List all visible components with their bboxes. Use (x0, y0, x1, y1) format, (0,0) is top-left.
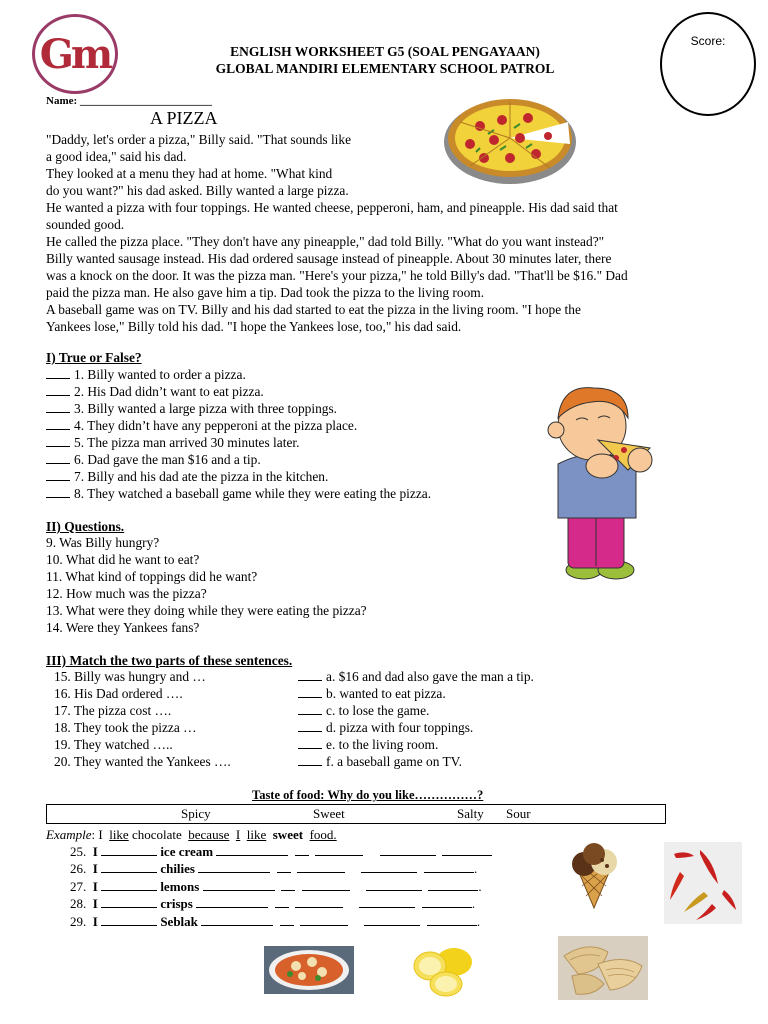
story-text (46, 131, 726, 335)
worksheet-title: ENGLISH WORKSHEET G5 (SOAL PENGAYAAN) (230, 44, 540, 59)
story-line: "Daddy, let's order a pizza," Billy said. "That sounds like (46, 132, 352, 147)
questions-list (46, 534, 367, 636)
section-questions-title: II) Questions. (46, 519, 125, 534)
story-line: He called the pizza place. "They don't have any pineapple," dad told Billy. "What do you want instead?" (46, 234, 605, 249)
story-line: a good idea," said his dad. (46, 149, 187, 164)
story-line: do you want?" his dad asked. Billy wanted a large pizza. (46, 183, 349, 198)
story-line: sounded good. (46, 217, 125, 232)
story-line: paid the pizza man. He also gave him a tip. Dad took the pizza to the living room. (46, 285, 485, 300)
taste-question-row[interactable]: 27. I lemons . (70, 879, 482, 894)
question-item: 10. What did he want to eat? (46, 552, 200, 567)
true-false-item[interactable]: 3. Billy wanted a large pizza with three toppings. (46, 400, 431, 417)
taste-option-sweet: Sweet (313, 806, 345, 821)
story-line: He wanted a pizza with four toppings. He wanted cheese, pepperoni, ham, and pineapple. His dad said that (46, 200, 618, 215)
story-line: A baseball game was on TV. Billy and his dad started to eat the pizza in the living room. "I hope the (46, 302, 581, 317)
match-left-item: 20. They wanted the Yankees …. (54, 754, 231, 769)
ice-cream-image (562, 840, 626, 910)
match-left-item: 17. The pizza cost …. (54, 703, 172, 718)
taste-example: Example: I like chocolate because I like sweet food. (46, 827, 337, 842)
taste-title: Taste of food: Why do you like……………? (252, 788, 484, 802)
taste-question-row[interactable]: 29. I Seblak . (70, 914, 481, 929)
story-line: Yankees lose," Billy told his dad. "I hope the Yankees lose, too," his dad said. (46, 319, 462, 334)
school-logo: Gm (32, 14, 118, 94)
school-name: GLOBAL MANDIRI ELEMENTARY SCHOOL PATROL (215, 61, 555, 76)
true-false-item[interactable]: 1. Billy wanted to order a pizza. (46, 366, 431, 383)
story-line: was a knock on the door. It was the pizza man. "Here's your pizza," he told Billy's dad. "That'll be $16." Dad (46, 268, 628, 283)
taste-options-box (46, 804, 666, 824)
match-right-item[interactable]: b. wanted to eat pizza. (298, 685, 534, 702)
true-false-item[interactable]: 2. His Dad didn’t want to eat pizza. (46, 383, 431, 400)
match-right-item[interactable]: d. pizza with four toppings. (298, 719, 534, 736)
seblak-image (264, 946, 354, 994)
question-item: 11. What kind of toppings did he want? (46, 569, 258, 584)
story-line: They looked at a menu they had at home. "What kind (46, 166, 333, 181)
story-line: Billy wanted sausage instead. His dad ordered sausage instead of pineapple. About 30 minutes later, there (46, 251, 612, 266)
match-left-item: 18. They took the pizza … (54, 720, 197, 735)
score-label: Score: (690, 34, 726, 48)
question-item: 9. Was Billy hungry? (46, 535, 160, 550)
match-left-item: 15. Billy was hungry and … (54, 669, 206, 684)
lemons-image (410, 944, 476, 998)
taste-question-row[interactable]: 26. I chilies . (70, 861, 478, 876)
taste-option-salty: Salty (457, 806, 484, 821)
taste-option-sour: Sour (506, 806, 531, 821)
score-circle (660, 12, 756, 116)
true-false-item[interactable]: 5. The pizza man arrived 30 minutes later. (46, 434, 431, 451)
boy-eating-pizza-illustration (532, 378, 664, 586)
true-false-item[interactable]: 7. Billy and his dad ate the pizza in the kitchen. (46, 468, 431, 485)
taste-question-row[interactable]: 28. I crisps . (70, 896, 476, 911)
match-right-item[interactable]: f. a baseball game on TV. (298, 753, 534, 770)
match-left-item: 16. His Dad ordered …. (54, 686, 183, 701)
match-right-list (298, 668, 534, 770)
section-true-false-title: I) True or False? (46, 350, 142, 365)
match-left-list (54, 668, 231, 770)
true-false-list (46, 366, 431, 502)
match-left-item: 19. They watched ….. (54, 737, 173, 752)
chilies-image (664, 842, 742, 924)
question-item: 13. What were they doing while they were eating the pizza? (46, 603, 367, 618)
taste-question-row[interactable]: 25. I ice cream (70, 844, 492, 860)
match-right-item[interactable]: e. to the living room. (298, 736, 534, 753)
name-field[interactable]: Name: ________________________ (46, 95, 212, 107)
match-right-item[interactable]: c. to lose the game. (298, 702, 534, 719)
story-title: A PIZZA (150, 108, 218, 128)
section-match-title: III) Match the two parts of these sentences. (46, 653, 293, 668)
question-item: 14. Were they Yankees fans? (46, 620, 200, 635)
match-right-item[interactable]: a. $16 and dad also gave the man a tip. (298, 668, 534, 685)
taste-option-spicy: Spicy (181, 806, 211, 821)
true-false-item[interactable]: 8. They watched a baseball game while they were eating the pizza. (46, 485, 431, 502)
true-false-item[interactable]: 4. They didn’t have any pepperoni at the pizza place. (46, 417, 431, 434)
question-item: 12. How much was the pizza? (46, 586, 207, 601)
crisps-image (558, 936, 648, 1000)
true-false-item[interactable]: 6. Dad gave the man $16 and a tip. (46, 451, 431, 468)
